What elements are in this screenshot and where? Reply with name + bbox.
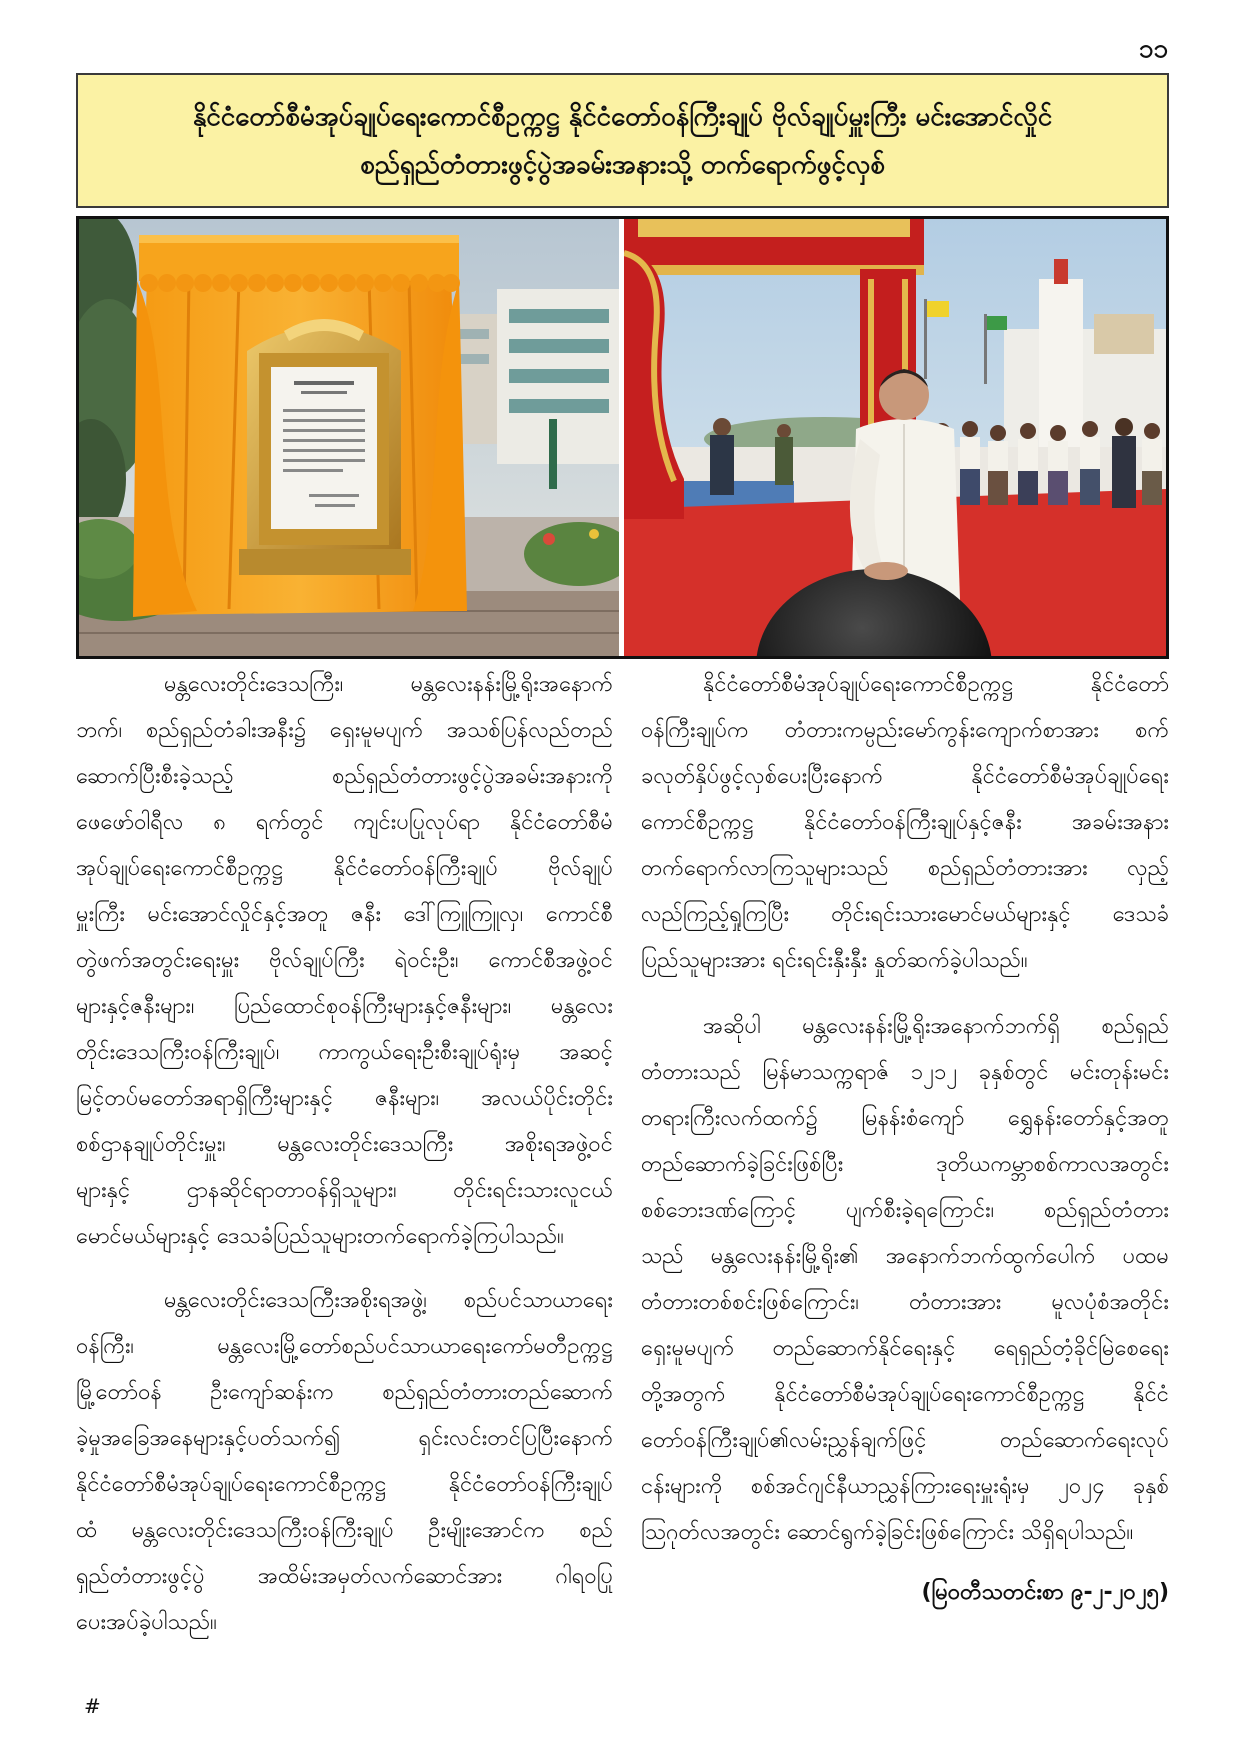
article-paragraph xyxy=(76,662,613,1260)
article-line: မန္တလေးတိုင်းဒေသကြီးအစိုးရအဖွဲ့၊ စည်ပင်သာယာရေး xyxy=(164,1288,613,1313)
article-line: ဝန်ကြီးချုပ်က တံတားကမ္ပည်းမော်ကွန်းကျောက်စာအား စက် xyxy=(641,718,1169,743)
article-line: ဝန်ကြီး၊ မန္တလေးမြို့တော်စည်ပင်သာယာရေးကော်မတီဥက္ကဋ္ဌ xyxy=(76,1334,613,1359)
article-line: ခဲ့မှုအခြေအနေများနှင့်ပတ်သက်၍ ရှင်းလင်းတင်ပြပြီးနောက် xyxy=(76,1426,613,1451)
article-line: ကောင်စီဥက္ကဋ္ဌ နိုင်ငံတော်ဝန်ကြီးချုပ်နှင့်ဇနီး အခမ်းအနား xyxy=(641,810,1169,835)
article-line: နိုင်ငံတော်စီမံအုပ်ချုပ်ရေးကောင်စီဥက္ကဋ္ဌ နိုင်ငံတော် xyxy=(703,672,1169,697)
plaque xyxy=(271,367,377,529)
article-line: စစ်ဌာနချုပ်တိုင်းမှူး၊ မန္တလေးတိုင်းဒေသကြီး အစိုးရအဖွဲ့ဝင် xyxy=(76,1132,613,1157)
headline-line-1: နိုင်ငံတော်စီမံအုပ်ချုပ်ရေးကောင်စီဥက္ကဋ္ဌ နိုင်ငံတော်ဝန်ကြီးချုပ် ဗိုလ်ချုပ်မှူးကြီး မင်းအောင်လှိုင် xyxy=(192,101,1053,132)
article-line: တက်ရောက်လာကြသူများသည် စည်ရှည်တံတားအား လှည့် xyxy=(641,856,1169,881)
article-line: ထံ မန္တလေးတိုင်းဒေသကြီးဝန်ကြီးချုပ် ဦးမျိုးအောင်က စည် xyxy=(76,1518,613,1543)
article-line: ဖေဖော်ဝါရီလ ၈ ရက်တွင် ကျင်းပပြုလုပ်ရာ နိုင်ငံတော်စီမံ xyxy=(76,810,613,835)
article-line: မြို့တော်ဝန် ဦးကျော်ဆန်းက စည်ရှည်တံတားတည်ဆောက် xyxy=(76,1380,613,1405)
article-line: တံတားသည် မြန်မာသက္ကရာဇ် ၁၂၁၂ ခုနှစ်တွင် မင်းတုန်းမင်း xyxy=(641,1060,1169,1085)
article-line: တည်ဆောက်ခဲ့ခြင်းဖြစ်ပြီး ဒုတိယကမ္ဘာစစ်ကာလအတွင်း xyxy=(641,1152,1169,1177)
article-line: ပေးအပ်ခဲ့ပါသည်။ xyxy=(76,1610,217,1635)
article-line: ဘက်၊ စည်ရှည်တံခါးအနီး၌ ရှေးမူမပျက် အသစ်ပြန်လည်တည် xyxy=(76,718,613,743)
article-column-left xyxy=(76,662,613,1646)
article-line: များနှင့်ဇနီးများ၊ ပြည်ထောင်စုဝန်ကြီးများနှင့်ဇနီးများ၊ မန္တလေး xyxy=(76,994,613,1019)
article-source: (မြဝတီသတင်းစာ ၉-၂-၂၀၂၅) xyxy=(921,1580,1169,1605)
photo-frame xyxy=(76,216,1169,659)
article-line: ဩဂုတ်လအတွင်း ဆောင်ရွက်ခဲ့ခြင်းဖြစ်ကြောင်း သိရှိရပါသည်။ xyxy=(641,1520,1134,1545)
article-paragraph xyxy=(641,662,1169,984)
article-line: မန္တလေးတိုင်းဒေသကြီး၊ မန္တလေးနန်းမြို့ရိုးအနောက် xyxy=(164,672,613,697)
article-line: လည်ကြည့်ရှုကြပြီး တိုင်းရင်းသားမောင်မယ်များနှင့် ဒေသခံ xyxy=(641,902,1169,927)
photo-unveiling-plaque xyxy=(79,219,619,656)
article-line: နိုင်ငံတော်စီမံအုပ်ချုပ်ရေးကောင်စီဥက္ကဋ္ဌ နိုင်ငံတော်ဝန်ကြီးချုပ် xyxy=(76,1472,613,1497)
article-paragraph xyxy=(641,1004,1169,1556)
article-line: ရှေးမူမပျက် တည်ဆောက်နိုင်ရေးနှင့် ရေရှည်တံ့ခိုင်မြဲစေရေး xyxy=(641,1336,1169,1361)
article-line: အုပ်ချုပ်ရေးကောင်စီဥက္ကဋ္ဌ နိုင်ငံတော်ဝန်ကြီးချုပ် ဗိုလ်ချုပ် xyxy=(76,856,613,881)
article-line: ငန်းများကို စစ်အင်ဂျင်နီယာညွှန်ကြားရေးမှူးရုံးမှ ၂၀၂၄ ခုနှစ် xyxy=(641,1474,1169,1499)
headline-line-2: စည်ရှည်တံတားဖွင့်ပွဲအခမ်းအနားသို့ တက်ရောက်ဖွင့်လှစ် xyxy=(360,149,885,180)
footer-mark: # xyxy=(84,1694,101,1718)
article-paragraph xyxy=(76,1278,613,1646)
article-line: တို့အတွက် နိုင်ငံတော်စီမံအုပ်ချုပ်ရေးကောင်စီဥက္ကဋ္ဌ နိုင်ငံ xyxy=(641,1382,1169,1407)
article-line: စစ်ဘေးဒဏ်ကြောင့် ပျက်စီးခဲ့ရကြောင်း၊ စည်ရှည်တံတား xyxy=(641,1198,1169,1223)
article-line: အဆိုပါ မန္တလေးနန်းမြို့ရိုးအနောက်ဘက်ရှိ စည်ရှည် xyxy=(703,1014,1169,1039)
article-line: တိုင်းဒေသကြီးဝန်ကြီးချုပ်၊ ကာကွယ်ရေးဦးစီးချုပ်ရုံးမှ အဆင့် xyxy=(76,1040,613,1065)
photo-opening-ceremony xyxy=(624,219,1166,656)
headline-box xyxy=(76,73,1169,208)
article-line: မှူးကြီး မင်းအောင်လှိုင်နှင့်အတူ ဇနီး ဒေါ်ကြူကြူလှ၊ ကောင်စီ xyxy=(76,902,613,927)
article-line: သည် မန္တလေးနန်းမြို့ရိုး၏ အနောက်ဘက်ထွက်ပေါက် ပထမ xyxy=(641,1244,1169,1269)
article-line: မောင်မယ်များနှင့် ဒေသခံပြည်သူများတက်ရောက်ခဲ့ကြပါသည်။ xyxy=(76,1224,564,1249)
page-number: ၁၁ xyxy=(1138,34,1168,64)
article-line: တံတားတစ်စင်းဖြစ်ကြောင်း၊ တံတားအား မူလပုံစံအတိုင်း xyxy=(641,1290,1169,1315)
article-line: ဆောက်ပြီးစီးခဲ့သည့် စည်ရှည်တံတားဖွင့်ပွဲအခမ်းအနားကို xyxy=(76,764,613,789)
article-line: ရှည်တံတားဖွင့်ပွဲ အထိမ်းအမှတ်လက်ဆောင်အား ဂါရဝပြု xyxy=(76,1564,613,1589)
article-line: များနှင့် ဌာနဆိုင်ရာတာဝန်ရှိသူများ၊ တိုင်းရင်းသားလူငယ် xyxy=(76,1178,613,1203)
article-line: တွဲဖက်အတွင်းရေးမှူး ဗိုလ်ချုပ်ကြီး ရဲဝင်းဦး၊ ကောင်စီအဖွဲ့ဝင် xyxy=(76,948,613,973)
official-hand xyxy=(864,562,908,580)
article-line: မြင့်တပ်မတော်အရာရှိကြီးများနှင့် ဇနီးများ၊ အလယ်ပိုင်းတိုင်း xyxy=(76,1086,613,1111)
article-line: တော်ဝန်ကြီးချုပ်၏လမ်းညွှန်ချက်ဖြင့် တည်ဆောက်ရေးလုပ် xyxy=(641,1428,1169,1453)
article-line: ပြည်သူများအား ရင်းရင်းနှီးနှီး နှုတ်ဆက်ခဲ့ပါသည်။ xyxy=(641,948,1028,973)
article-line: ခလုတ်နှိပ်ဖွင့်လှစ်ပေးပြီးနောက် နိုင်ငံတော်စီမံအုပ်ချုပ်ရေး xyxy=(641,764,1169,789)
article-column-right xyxy=(641,662,1169,1616)
article-line: တရားကြီးလက်ထက်၌ မြနန်းစံကျော် ရွှေနန်းတော်နှင့်အတူ xyxy=(641,1106,1169,1131)
